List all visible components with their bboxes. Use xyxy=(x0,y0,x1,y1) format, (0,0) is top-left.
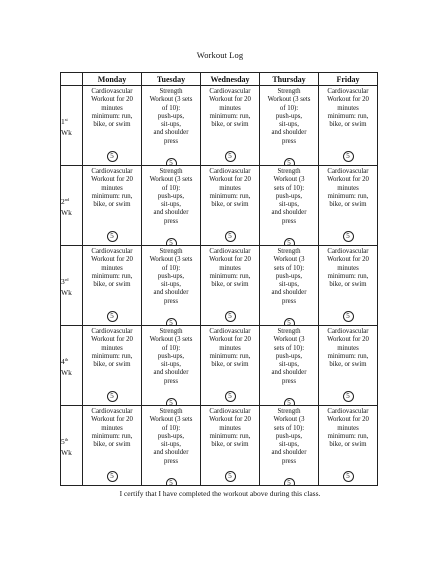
header-tuesday: Tuesday xyxy=(142,73,201,86)
week-row xyxy=(61,326,378,406)
corner-cell xyxy=(61,73,83,86)
cell-wednesday: Cardiovascular Workout for 20 minutes minimum: run, bike, or swim 5 xyxy=(201,86,260,166)
week-label: 2nd Wk xyxy=(61,166,83,246)
completion-mark: 5 xyxy=(107,151,118,162)
completion-mark: 5 xyxy=(166,318,177,326)
completion-mark: 5 xyxy=(284,158,295,166)
workout-log-table xyxy=(60,72,378,486)
page-title: Workout Log xyxy=(196,50,244,60)
completion-mark: 5 xyxy=(343,391,354,402)
cell-friday: Cardiovascular Workout for 20 minutes minimum: run, bike, or swim 5 xyxy=(319,86,378,166)
completion-mark: 5 xyxy=(107,471,118,482)
completion-mark: 5 xyxy=(225,471,236,482)
week-label: 4th Wk xyxy=(61,326,83,406)
header-row xyxy=(61,73,378,86)
cell-tuesday: Strength Workout (3 sets of 10): push-ups, sit-ups, and shoulder press 5 xyxy=(142,246,201,326)
cell-wednesday: Cardiovascular Workout for 20 minutes minimum: run, bike, or swim 5 xyxy=(201,326,260,406)
week-row xyxy=(61,166,378,246)
completion-mark: 5 xyxy=(166,158,177,166)
cell-tuesday: Strength Workout (3 sets of 10): push-ups, sit-ups, and shoulder press 5 xyxy=(142,326,201,406)
completion-mark: 5 xyxy=(225,311,236,322)
week-label: 5th Wk xyxy=(61,406,83,486)
cell-tuesday: Strength Workout (3 sets of 10): push-ups, sit-ups, and shoulder press 5 xyxy=(142,406,201,486)
cell-monday: Cardiovascular Workout for 20 minutes minimum: run, bike, or swim 5 xyxy=(83,326,142,406)
cell-monday: Cardiovascular Workout for 20 minutes minimum: run, bike, or swim 5 xyxy=(83,406,142,486)
cell-friday: Cardiovascular Workout for 20 minutes minimum: run, bike, or swim 5 xyxy=(319,326,378,406)
completion-mark: 5 xyxy=(166,478,177,486)
cell-tuesday: Strength Workout (3 sets of 10): push-ups, sit-ups, and shoulder press 5 xyxy=(142,166,201,246)
week-label: 1st Wk xyxy=(61,86,83,166)
cell-thursday: Strength Workout (3 sets of 10): push-ups, sit-ups, and shoulder press 5 xyxy=(260,406,319,486)
completion-mark: 5 xyxy=(166,238,177,246)
cell-thursday: Strength Workout (3 sets of 10): push-ups, sit-ups, and shoulder press 5 xyxy=(260,246,319,326)
cell-wednesday: Cardiovascular Workout for 20 minutes minimum: run, bike, or swim 5 xyxy=(201,406,260,486)
cell-friday: Cardiovascular Workout for 20 minutes minimum: run, bike, or swim 5 xyxy=(319,166,378,246)
completion-mark: 5 xyxy=(107,391,118,402)
header-monday: Monday xyxy=(83,73,142,86)
certification-statement: I certify that I have completed the workout above during this class. xyxy=(119,489,321,498)
completion-mark: 5 xyxy=(343,231,354,242)
completion-mark: 5 xyxy=(225,231,236,242)
week-row xyxy=(61,246,378,326)
header-wednesday: Wednesday xyxy=(201,73,260,86)
cell-wednesday: Cardiovascular Workout for 20 minutes minimum: run, bike, or swim 5 xyxy=(201,166,260,246)
completion-mark: 5 xyxy=(166,398,177,406)
cell-wednesday: Cardiovascular Workout for 20 minutes minimum: run, bike, or swim 5 xyxy=(201,246,260,326)
week-label: 3rd Wk xyxy=(61,246,83,326)
completion-mark: 5 xyxy=(225,151,236,162)
completion-mark: 5 xyxy=(107,231,118,242)
completion-mark: 5 xyxy=(343,471,354,482)
week-row xyxy=(61,86,378,166)
completion-mark: 5 xyxy=(284,398,295,406)
cell-monday: Cardiovascular Workout for 20 minutes minimum: run, bike, or swim 5 xyxy=(83,86,142,166)
completion-mark: 5 xyxy=(225,391,236,402)
completion-mark: 5 xyxy=(284,238,295,246)
completion-mark: 5 xyxy=(284,318,295,326)
header-friday: Friday xyxy=(319,73,378,86)
cell-thursday: Strength Workout (3 sets of 10): push-ups, sit-ups, and shoulder press 5 xyxy=(260,326,319,406)
completion-mark: 5 xyxy=(284,478,295,486)
cell-monday: Cardiovascular Workout for 20 minutes minimum: run, bike, or swim 5 xyxy=(83,246,142,326)
cell-monday: Cardiovascular Workout for 20 minutes minimum: run, bike, or swim 5 xyxy=(83,166,142,246)
cell-friday: Cardiovascular Workout for 20 minutes minimum: run, bike, or swim 5 xyxy=(319,406,378,486)
header-thursday: Thursday xyxy=(260,73,319,86)
week-row xyxy=(61,406,378,486)
cell-thursday: Strength Workout (3 sets of 10): push-ups, sit-ups, and shoulder press 5 xyxy=(260,86,319,166)
completion-mark: 5 xyxy=(107,311,118,322)
cell-tuesday: Strength Workout (3 sets of 10): push-ups, sit-ups, and shoulder press 5 xyxy=(142,86,201,166)
cell-thursday: Strength Workout (3 sets of 10): push-ups, sit-ups, and shoulder press 5 xyxy=(260,166,319,246)
completion-mark: 5 xyxy=(343,151,354,162)
completion-mark: 5 xyxy=(343,311,354,322)
cell-friday: Cardiovascular Workout for 20 minutes minimum: run, bike, or swim 5 xyxy=(319,246,378,326)
